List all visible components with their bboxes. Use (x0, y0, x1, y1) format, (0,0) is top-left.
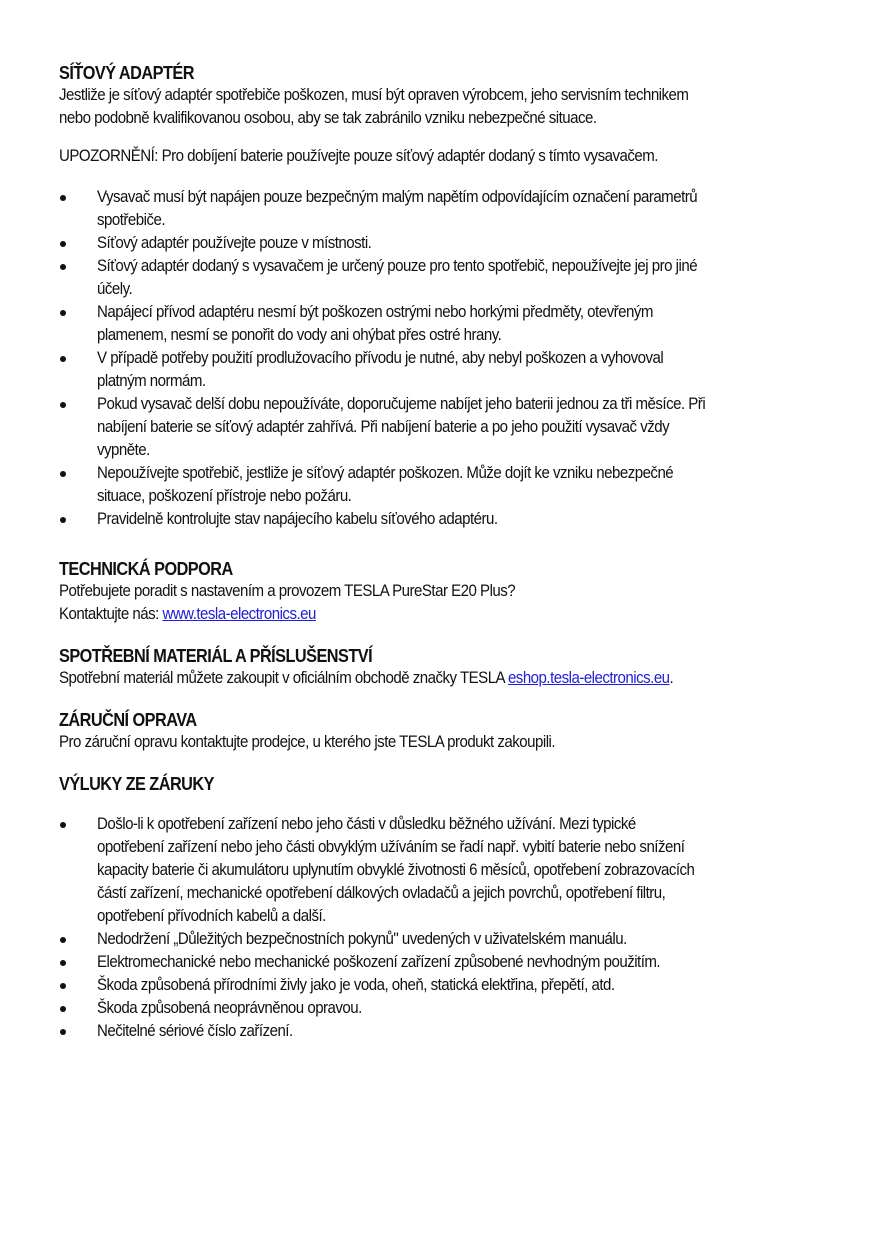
list-item-text: Nedodržení „Důležitých bezpečnostních pokynů" uvedených v uživatelském manuálu. (97, 930, 627, 948)
list-item-text: Nečitelné sériové číslo zařízení. (97, 1022, 293, 1040)
list-item-text: kapacity baterie či akumulátoru uplynutím obvyklé životnosti 6 měsíců, opotřebení zobrazovacích (97, 861, 695, 879)
list-item (59, 393, 819, 462)
list-item-text: Elektromechanické nebo mechanické poškození zařízení způsobené nevhodným použitím. (97, 953, 661, 971)
list-item (59, 928, 819, 951)
list-item (59, 974, 819, 997)
bullet-icon (60, 517, 66, 523)
list-item (59, 186, 819, 232)
bullet-icon (60, 402, 66, 408)
bullet-icon (60, 195, 66, 201)
heading-exclusions: VÝLUKY ZE ZÁRUKY (59, 773, 214, 794)
consumables-text (59, 667, 673, 690)
eshop-link[interactable]: eshop.tesla-electronics.eu (507, 669, 670, 687)
list-item-text: Síťový adaptér dodaný s vysavačem je určený pouze pro tento spotřebič, nepoužívejte jej pro jiné (97, 257, 698, 275)
heading-support: TECHNICKÁ PODPORA (59, 558, 233, 579)
support-contact-label: Kontaktujte nás: (59, 605, 163, 623)
list-item-text: Došlo-li k opotřebení zařízení nebo jeho části v důsledku běžného užívání. Mezi typické (97, 815, 636, 833)
bullet-icon (60, 1029, 66, 1035)
bullet-icon (60, 356, 66, 362)
adapter-warning: UPOZORNĚNÍ: Pro dobíjení baterie používejte pouze síťový adaptér dodaný s tímto vysavačem. (59, 147, 658, 165)
support-line-2 (59, 603, 316, 626)
heading-adapter: SÍŤOVÝ ADAPTÉR (59, 62, 194, 83)
consumables-text-prefix: Spotřební materiál můžete zakoupit v oficiálním obchodě značky TESLA (59, 669, 508, 687)
list-item-text: Síťový adaptér používejte pouze v místnosti. (97, 234, 372, 252)
bullet-icon (60, 960, 66, 966)
list-item-text: opotřebení přívodních kabelů a další. (97, 907, 326, 925)
list-item (59, 255, 819, 301)
list-item-text: situace, poškození přístroje nebo požáru. (97, 487, 352, 505)
heading-warranty: ZÁRUČNÍ OPRAVA (59, 709, 197, 730)
list-item-text: Vysavač musí být napájen pouze bezpečným malým napětím odpovídajícím označení parametrů (97, 188, 698, 206)
list-item (59, 508, 819, 531)
bullet-icon (60, 1006, 66, 1012)
exclusions-bullet-list (59, 813, 819, 1043)
warranty-text: Pro záruční opravu kontaktujte prodejce, u kterého jste TESLA produkt zakoupili. (59, 733, 556, 751)
list-item-text: vypněte. (97, 441, 150, 459)
bullet-icon (60, 471, 66, 477)
list-item (59, 813, 819, 928)
bullet-icon (60, 264, 66, 270)
list-item-text: Pokud vysavač delší dobu nepoužíváte, doporučujeme nabíjet jeho baterii jednou za tři měsíce. Při (97, 395, 706, 413)
adapter-para-line-2: nebo podobně kvalifikovanou osobou, aby se tak zabránilo vzniku nebezpečné situace. (59, 109, 597, 127)
bullet-icon (60, 241, 66, 247)
adapter-bullet-list (59, 186, 819, 531)
support-website-link[interactable]: www.tesla-electronics.eu (162, 605, 316, 623)
list-item-text: částí zařízení, mechanické opotřebení dálkových ovladačů a jejich povrchů, opotřebení filtru, (97, 884, 666, 902)
list-item-text: účely. (97, 280, 133, 298)
bullet-icon (60, 937, 66, 943)
list-item-text: nabíjení baterie se síťový adaptér zahřívá. Při nabíjení baterie a po jeho použití vysavač vždy (97, 418, 670, 436)
bullet-icon (60, 983, 66, 989)
adapter-para-line-1: Jestliže je síťový adaptér spotřebiče poškozen, musí být opraven výrobcem, jeho servisním technikem (59, 86, 689, 104)
list-item (59, 347, 819, 393)
bullet-icon (60, 310, 66, 316)
list-item (59, 997, 819, 1020)
list-item-text: plamenem, nesmí se ponořit do vody ani ohýbat přes ostré hrany. (97, 326, 502, 344)
bullet-icon (60, 822, 66, 828)
list-item-text: spotřebiče. (97, 211, 166, 229)
list-item-text: Nepoužívejte spotřebič, jestliže je síťový adaptér poškozen. Může dojít ke vzniku nebezpečné (97, 464, 674, 482)
list-item-text: Škoda způsobená neoprávněnou opravou. (97, 999, 362, 1017)
list-item (59, 232, 819, 255)
support-line-1: Potřebujete poradit s nastavením a provozem TESLA PureStar E20 Plus? (59, 582, 516, 600)
list-item (59, 462, 819, 508)
list-item-text: Škoda způsobená přírodními živly jako je voda, oheň, statická elektřina, přepětí, atd. (97, 976, 615, 994)
heading-consumables: SPOTŘEBNÍ MATERIÁL A PŘÍSLUŠENSTVÍ (59, 645, 373, 666)
list-item (59, 301, 819, 347)
list-item (59, 951, 819, 974)
list-item-text: Pravidelně kontrolujte stav napájecího kabelu síťového adaptéru. (97, 510, 498, 528)
list-item (59, 1020, 819, 1043)
list-item-text: V případě potřeby použití prodlužovacího přívodu je nutné, aby nebyl poškozen a vyhovoval (97, 349, 664, 367)
list-item-text: opotřebení zařízení nebo jeho části obvyklým užíváním se řadí např. vybití baterie nebo snížení (97, 838, 685, 856)
list-item-text: platným normám. (97, 372, 206, 390)
consumables-text-suffix: . (669, 669, 674, 687)
list-item-text: Napájecí přívod adaptéru nesmí být poškozen ostrými nebo horkými předměty, otevřeným (97, 303, 653, 321)
